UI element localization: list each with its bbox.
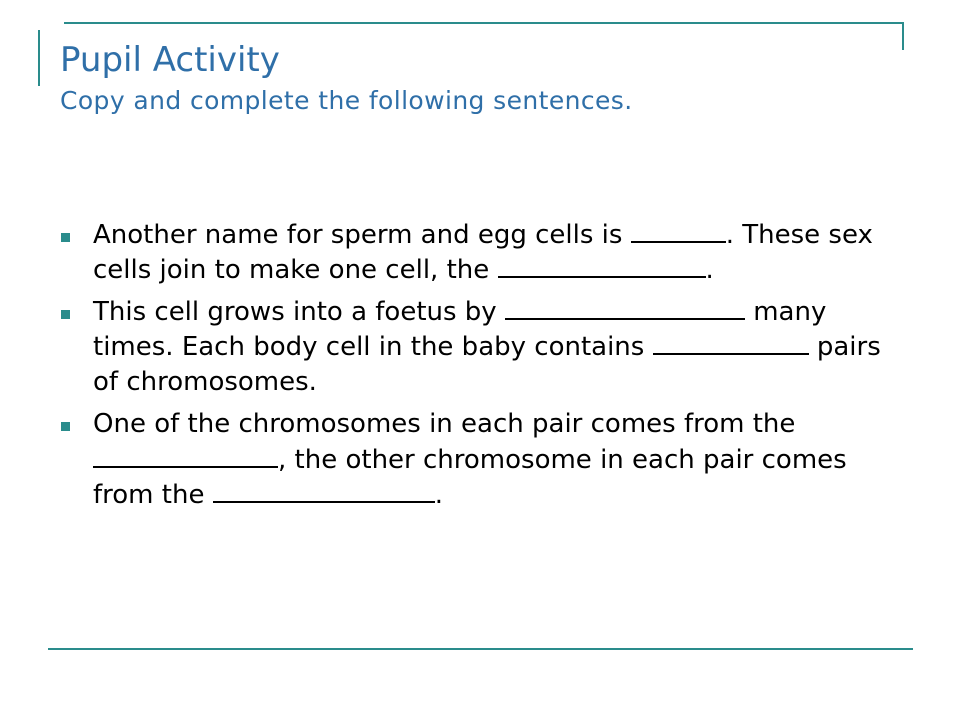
fill-in-blank <box>505 296 745 320</box>
sentence-text: . These sex cells join to make one cell, the <box>93 220 873 286</box>
bullet-list <box>58 218 898 520</box>
square-bullet-icon <box>61 422 70 431</box>
sentence-text: . <box>705 255 714 286</box>
sentence-text: many times. Each body cell in the baby contains <box>93 297 827 363</box>
sentence-text: This cell grows into a foetus by <box>93 297 505 328</box>
sentence-text: One of the chromosomes in each pair comes from the <box>93 409 796 440</box>
fill-in-blank <box>498 254 706 278</box>
square-bullet-icon <box>61 233 70 242</box>
fill-in-blank <box>631 219 726 243</box>
frame-left-line <box>38 30 40 86</box>
sentence-text: . <box>434 479 443 510</box>
square-bullet-icon <box>61 310 70 319</box>
fill-in-blank <box>213 479 435 503</box>
bullet-item-foetus <box>58 295 898 400</box>
fill-in-blank <box>653 331 809 355</box>
sentence-text: Another name for sperm and egg cells is <box>93 220 631 250</box>
frame-bottom-line <box>48 648 913 650</box>
fill-in-blank <box>93 443 278 467</box>
frame-top-line <box>64 22 904 24</box>
frame-right-line <box>902 22 904 50</box>
slide-subtitle: Copy and complete the following sentences. <box>60 86 633 115</box>
bullet-item-gametes <box>58 218 898 288</box>
bullet-item-chromosomes <box>58 407 898 512</box>
sentence-text: pairs of chromosomes. <box>93 332 881 398</box>
sentence-text: , the other chromosome in each pair comes from the <box>93 444 847 510</box>
slide-title: Pupil Activity <box>60 40 280 80</box>
